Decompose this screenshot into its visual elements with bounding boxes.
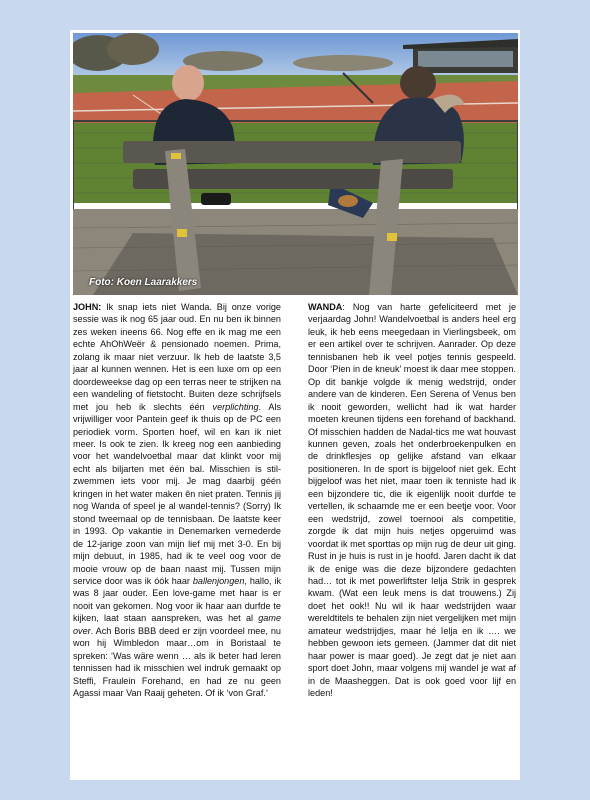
text-segment: , hallo, ik was 8 jaar ouder. Een love-game met haar is er nooit van gekomen. Nog voor ik haar aan durfde te kijken, laat staan aanspreken, was het al [73, 575, 281, 624]
text-segment: . Ach Boris BBB deed er zijn voordeel mee, nu won hij Wimbledon maar…om in Boristaal te spreken: ‘Was wäre wenn … als ik beter had leren tennissen had ik misschien wel indruk gemaakt op Steffi, Fraulein Forehand, en had ze nu geen Agassi maar Van Raaij geheten. Of ik ‘von Graf.’ [73, 625, 281, 699]
speaker-wanda: WANDA [308, 302, 343, 312]
emphasis: verplichting [212, 401, 259, 412]
magazine-page [70, 30, 520, 780]
speaker-john: JOHN: [73, 302, 102, 312]
emphasis: ballenjongen [192, 575, 245, 586]
text-segment: . Als vrijwilliger voor Pantein geef ik thuis op de PC een periodiek vorm. Sporten hoef, wil en kan ik niet meer. Is ook te zien. Ik kreeg nog een aanbieding voor het wandelvoetbal maar dat klinkt voor mij echt als biljarten met één bal. Misschien is stil-zwemmen iets voor mij. Je mag daarbij géén kringen in het water maken ên niet praten. Tennis jij nog Wanda of speel je al wandel-tennis? (Sorry) Ik stond tweemaal op de tennisbaan. De laatste keer in 1993. Op vakantie in Denemarken vernederde de 12-jarige zoon van mijn lief mij met 3-0. En bij mijn debuut, in 1985, had ik te veel oog voor de mooie vrouw op de baan naast mij. Tussen mijn service door was ik óók haar [73, 401, 282, 586]
john-paragraph [73, 301, 281, 700]
emphasis: game over [73, 613, 281, 636]
wanda-paragraph [308, 301, 516, 700]
photo-credit: Foto: Koen Laarakkers [89, 277, 198, 288]
wanda-column [308, 301, 516, 700]
text-segment: Ik snap iets niet Wanda. Bij onze vorige sessie was ik nog 65 jaar oud. En nu ben ik binnen zes weken ineens 66. Nog effe en ik mag me een echte AhOhWeër & pensionado noemen. Prima, zolang ik maar niet verzuur. Ik heb de laatste 3,5 jaar al kunnen wennen. Het is een luxe om op een doordeweekse dag op een terras neer te strijken na een wandeling of fietstocht. Buiten deze schrijfsels met jou heb ik slechts één [73, 302, 281, 412]
tennis-court-photo [73, 33, 518, 295]
text-segment: : Nog van harte gefeliciteerd met je verjaardag John! Wandelvoetbal is anders heel erg leuk, ik heb eens meegedaan in Vierlingsbeek, om er een artikel over te schrijven. Aanrader. Op deze tennisbanen heb ik veel potjes tennis gespeeld. Door ‘Pien in de kneuk’ moest ik daar mee stoppen. Op dit bankje volgde ik menig wedstrijd, onder andere van de kinderen. Een Serena of Venus ben ik nooit geworden, wellicht had ik wat harder moeten kreunen tijdens een forehand of backhand. Of misschien hadden de Nadal-tics me wat houvast kunnen geven, zoals het onderbroekenpulken en de drinkflesjes op gelijke afstand van elkaar positioneren. In de sport is bijgeloof niet gek. Echt bijgeloof was het niet, maar toen ik tenniste had ik een bijzondere tic, die ik eigenlijk nooit durfde te vertellen, ik schaamde me er een beetje voor. Voor een wedstrijd, zowel toernooi als competitie, zorgde ik dat mijn huis netjes opgeruimd was voordat ik met sporttas op mijn rug de deur uit ging. Rust in je huis is rust in je hoofd. Jaren dacht ik dat ik de enige was die deze bijzondere gedachten had… tot ik met powerliftster Ielja Strik in gesprek kwam. (Wat een leuk mens is dat trouwens.) Zij doet het ook!! Nu wil ik haar wedstrijden waar wereldtitels te behalen zijn niet vergelijken met mijn amateur wedstrijdjes, maar hé Ielja en ik …. we hebben gewoon iets gemeen. (Jammer dat dit niet haar power is maar goed). Je zegt dat je niet aan sport doet John, maar volgens mij wandel je wat af in de Maasheggen. Dat is ook goed voor lijf en leden! [308, 302, 516, 699]
john-column [73, 301, 281, 700]
